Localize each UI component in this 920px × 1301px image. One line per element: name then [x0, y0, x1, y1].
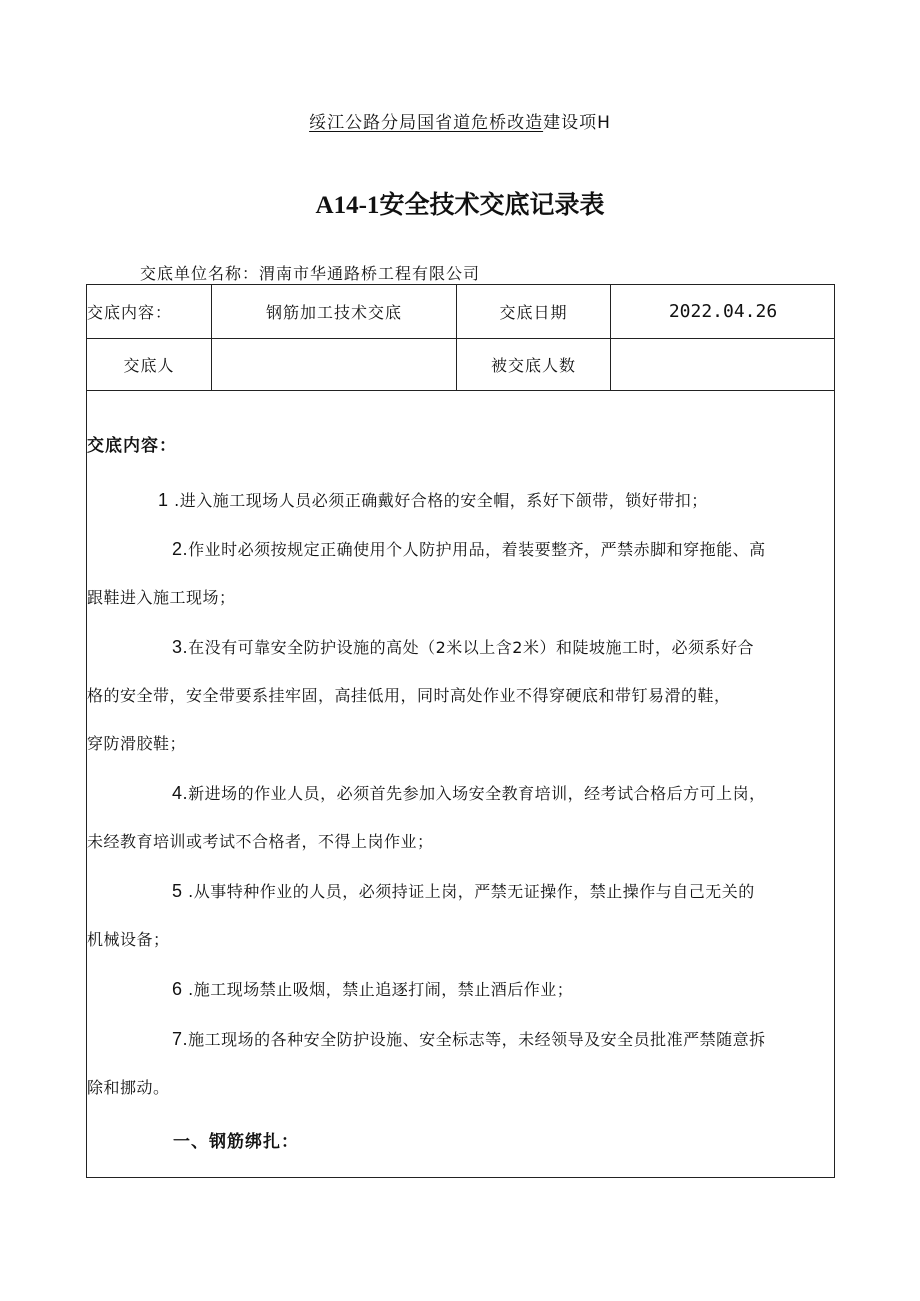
date-value: 2022.04.26	[668, 301, 778, 322]
item-number: 1	[158, 490, 169, 510]
item-text: .新进场的作业人员，必须首先参加入场安全教育培训，经考试合格后方可上岗，	[182, 784, 766, 803]
item-text: 未经教育培训或考试不合格者，不得上岗作业；	[87, 832, 434, 851]
item-text: 机械设备；	[87, 930, 170, 949]
item-text: .进入施工现场人员必须正确戴好合格的安全帽，系好下颌带，锁好带扣；	[168, 491, 708, 510]
disclosure-unit	[140, 261, 480, 284]
form-title-text: 安全技术交底记录表	[379, 190, 605, 219]
form-title	[0, 185, 920, 221]
item-number: 2	[172, 539, 183, 559]
date-label: 交底日期	[499, 303, 568, 322]
item-text: .作业时必须按规定正确使用个人防护用品，着装要整齐，严禁赤脚和穿拖能、高	[182, 540, 766, 559]
item-text: 穿防滑胶鞋；	[87, 734, 187, 753]
disclosure-unit-value: 渭南市华通路桥工程有限公司	[259, 264, 481, 283]
item-number: 5	[172, 881, 183, 901]
item-text: 除和挪动。	[87, 1078, 170, 1097]
item-text: 跟鞋进入施工现场；	[87, 588, 236, 607]
content-type-value: 钢筋加工技术交底	[265, 303, 402, 322]
presenter-label: 交底人	[123, 356, 175, 375]
item-number: 4	[172, 783, 183, 803]
form-code: A14-1	[315, 192, 380, 219]
project-name-underlined: 绥江公路分局国省道危桥改造	[309, 113, 544, 133]
item-text: .施工现场禁止吸烟，禁止追逐打闹，禁止酒后作业；	[182, 980, 574, 999]
item-text: .从事特种作业的人员，必须持证上岗，严禁无证操作，禁止操作与自己无关的	[182, 882, 755, 901]
item-number: 7	[172, 1029, 183, 1049]
item-text: 格的安全带，安全带要系挂牢固，高挂低用，同时高处作业不得穿硬底和带钉易滑的鞋，	[87, 686, 731, 705]
content-heading: 交底内容：	[87, 436, 177, 456]
presenter-value	[212, 339, 456, 390]
section-heading: 一、钢筋绑扎：	[173, 1132, 299, 1152]
table-divider	[87, 390, 834, 391]
item-number: 6	[172, 979, 183, 999]
item-number: 3	[172, 637, 183, 657]
item-text: .在没有可靠安全防护设施的高处（2米以上含2米）和陡坡施工时，必须系好合	[182, 638, 754, 657]
recipient-count-label: 被交底人数	[490, 356, 576, 375]
disclosure-unit-label: 交底单位名称：	[140, 264, 260, 283]
record-table	[86, 284, 835, 1178]
item-text: .施工现场的各种安全防护设施、安全标志等，未经领导及安全员批准严禁随意拆	[182, 1030, 766, 1049]
project-name-line	[0, 108, 920, 133]
recipient-count-value	[611, 339, 835, 390]
content-type-label: 交底内容：	[87, 303, 173, 322]
project-name-rest: 建设项H	[543, 113, 611, 133]
